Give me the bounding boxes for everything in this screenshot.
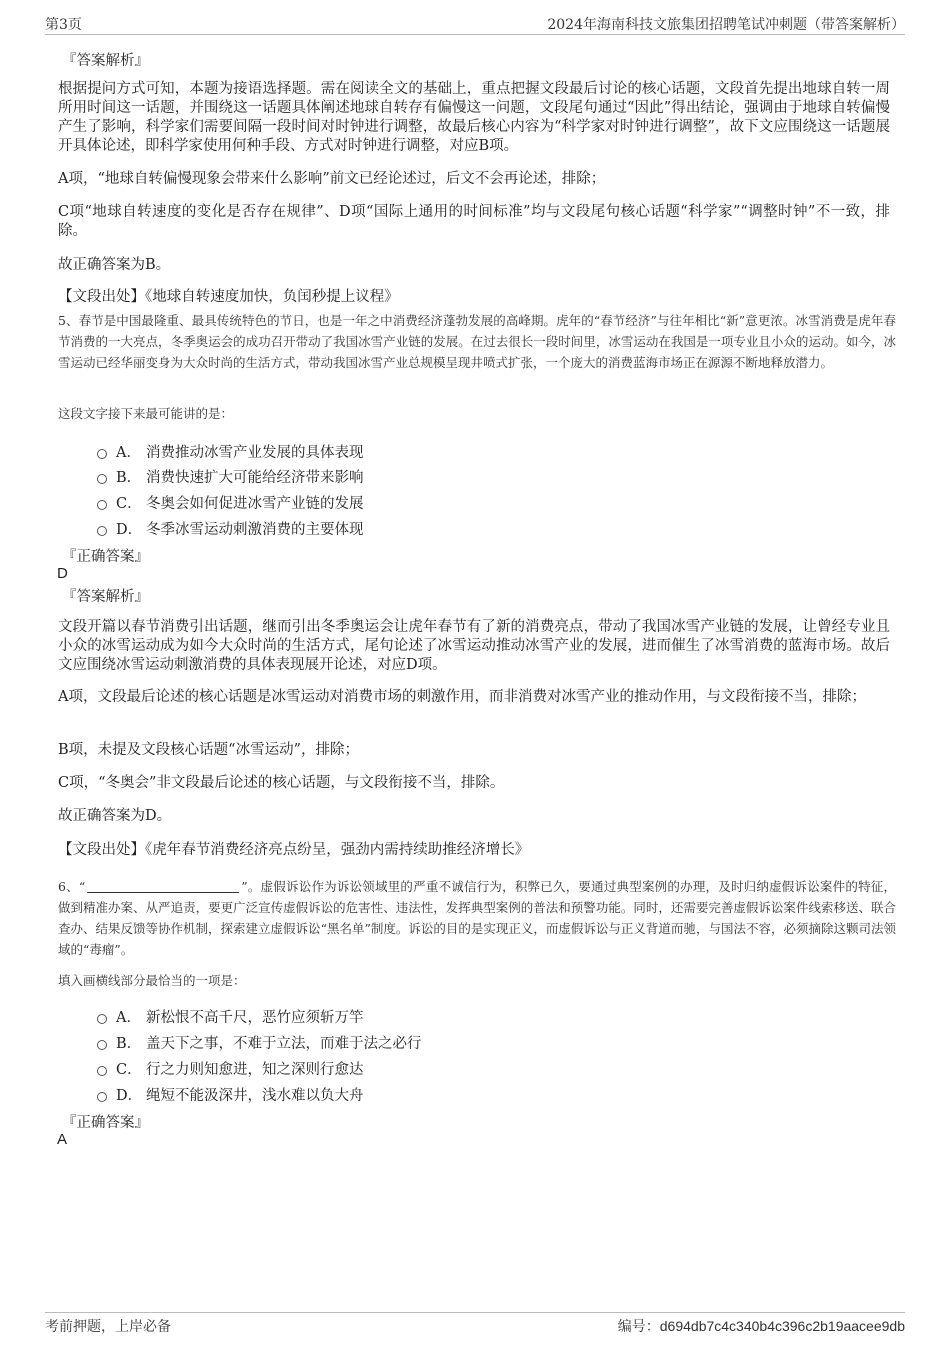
radio-icon[interactable] bbox=[97, 1092, 107, 1102]
page-number: 第3页 bbox=[45, 17, 82, 33]
fill-in-blank bbox=[87, 880, 239, 893]
q5-stem: 5、春节是中国最隆重、最具传统特色的节日，也是一年之中消费经济蓬勃发展的高峰期。虎年的“春节经济”与往年相比“新”意更浓。冰雪消费是虎年春节消费的一大亮点，冬季奥运会的成功召开带动了我国冰雪产业链的发展。在过去很长一段时间里，冰雪运动在我国是一项专业且小众的运动。如今，冰雪运动已经华丽变身为大众时尚的生活方式，带动我国冰雪产业总规模呈现井喷式扩张，一个庞大的消费蓝海市场正在源源不断地释放潜力。 bbox=[58, 313, 896, 370]
q5-option-c[interactable]: C． 冬奥会如何促进冰雪产业链的发展 bbox=[97, 492, 364, 512]
q6-correct-label: 『正确答案』 bbox=[62, 1115, 149, 1131]
radio-icon[interactable] bbox=[97, 474, 107, 484]
q6-prompt: 填入画横线部分最恰当的一项是： bbox=[58, 973, 246, 988]
q4-analysis-paragraph-1: 根据提问方式可知，本题为接语选择题。需在阅读全文的基础上，重点把握文段最后讨论的核心话题，文段首先提出地球自转一周所用时间这一话题，并围绕这一话题具体阐述地球自转存有偏慢这一问题，文段尾句通过“因此”得出结论，强调由于地球自转偏慢产生了影响，科学家们需要间隔一段时间对时钟进行调整，故最后核心内容为“科学家对时钟进行调整”，故下文应围绕这一话题展开具体论述，即科学家使用何种手段、方式对时钟进行调整，对应B项。 bbox=[58, 81, 890, 154]
radio-icon[interactable] bbox=[97, 526, 107, 536]
q5-correct-label: 『正确答案』 bbox=[62, 549, 149, 565]
footer-slogan: 考前押题，上岸必备 bbox=[45, 1319, 171, 1335]
q4-source: 【文段出处】《地球自转速度加快，负闰秒提上议程》 bbox=[58, 289, 399, 305]
radio-icon[interactable] bbox=[97, 1014, 107, 1024]
q5-analysis-paragraph-5: 故正确答案为D。 bbox=[58, 808, 172, 824]
q5-analysis-paragraph-3: B项，未提及文段核心话题“冰雪运动”，排除； bbox=[58, 742, 359, 758]
q5-analysis-paragraph-4: C项，“冬奥会”非文段最后论述的核心话题，与文段衔接不当，排除。 bbox=[58, 775, 505, 791]
q6-option-b[interactable]: B． 盖天下之事，不难于立法，而难于法之必行 bbox=[97, 1032, 422, 1052]
q6-answer: A bbox=[57, 1131, 68, 1148]
q5-option-d[interactable]: D． 冬季冰雪运动刺激消费的主要体现 bbox=[97, 518, 364, 538]
q5-analysis-paragraph-2: A项，文段最后论述的核心话题是冰雪运动对消费市场的刺激作用，而非消费对冰雪产业的推动作用，与文段衔接不当，排除； bbox=[58, 689, 866, 705]
radio-icon[interactable] bbox=[97, 500, 107, 510]
q4-analysis-paragraph-3: C项“地球自转速度的变化是否存在规律”、D项“国际上通用的时间标准”均与文段尾句核心话题“科学家”“调整时钟”不一致，排除。 bbox=[58, 204, 890, 239]
q4-analysis-label: 『答案解析』 bbox=[62, 53, 149, 69]
q6-option-a[interactable]: A． 新松恨不高千尺，恶竹应须斩万竿 bbox=[97, 1006, 364, 1026]
radio-icon[interactable] bbox=[97, 1040, 107, 1050]
q4-analysis-paragraph-4: 故正确答案为B。 bbox=[58, 257, 171, 273]
radio-icon[interactable] bbox=[97, 449, 107, 459]
q5-answer: D bbox=[57, 565, 68, 582]
q5-analysis-paragraph-1: 文段开篇以春节消费引出话题，继而引出冬季奥运会让虎年春节有了新的消费亮点，带动了我国冰雪产业链的发展，让曾经专业且小众的冰雪运动成为如今大众时尚的生活方式，尾句论述了冰雪运动推动冰雪产业的发展，进而催生了冰雪消费的蓝海市场。故后文应围绕冰雪运动刺激消费的具体表现展开论述，对应D项。 bbox=[58, 619, 890, 673]
q4-analysis-paragraph-2: A项，“地球自转偏慢现象会带来什么影响”前文已经论述过，后文不会再论述，排除； bbox=[58, 171, 606, 187]
document-code: 编号：d694db7c4c340b4c396c2b19aacee9db bbox=[617, 1318, 905, 1335]
q6-option-d[interactable]: D． 绳短不能汲深井，浅水难以负大舟 bbox=[97, 1084, 364, 1104]
page-header bbox=[45, 14, 905, 35]
q6-stem: 6、“ ”。虚假诉讼作为诉讼领域里的严重不诚信行为，积弊已久，要通过典型案例的办理，及时归纳虚假诉讼案件的特征，做到精准办案、从严追责，要更广泛宣传虚假诉讼的危害性、违法性，发挥典型案例的普法和预警功能。同时，还需要完善虚假诉讼案件线索移送、联合查办、结果反馈等协作机制，探索建立虚假诉讼“黑名单”制度。诉讼的目的是实现正义，而虚假诉讼与正义背道而驰，与国法不容，必须摘除这颗司法领域的“毒瘤”。 bbox=[58, 879, 896, 957]
q5-option-a[interactable]: A． 消费推动冰雪产业发展的具体表现 bbox=[97, 441, 364, 461]
q5-prompt: 这段文字接下来最可能讲的是： bbox=[58, 406, 234, 421]
q5-option-b[interactable]: B． 消费快速扩大可能给经济带来影响 bbox=[97, 466, 364, 486]
q5-analysis-label: 『答案解析』 bbox=[62, 589, 149, 605]
radio-icon[interactable] bbox=[97, 1066, 107, 1076]
page-footer bbox=[45, 1312, 905, 1335]
document-title: 2024年海南科技文旅集团招聘笔试冲刺题（带答案解析） bbox=[547, 17, 905, 33]
q5-source: 【文段出处】《虎年春节消费经济亮点纷呈，强劲内需持续助推经济增长》 bbox=[58, 842, 530, 858]
q6-option-c[interactable]: C． 行之力则知愈进，知之深则行愈达 bbox=[97, 1058, 364, 1078]
